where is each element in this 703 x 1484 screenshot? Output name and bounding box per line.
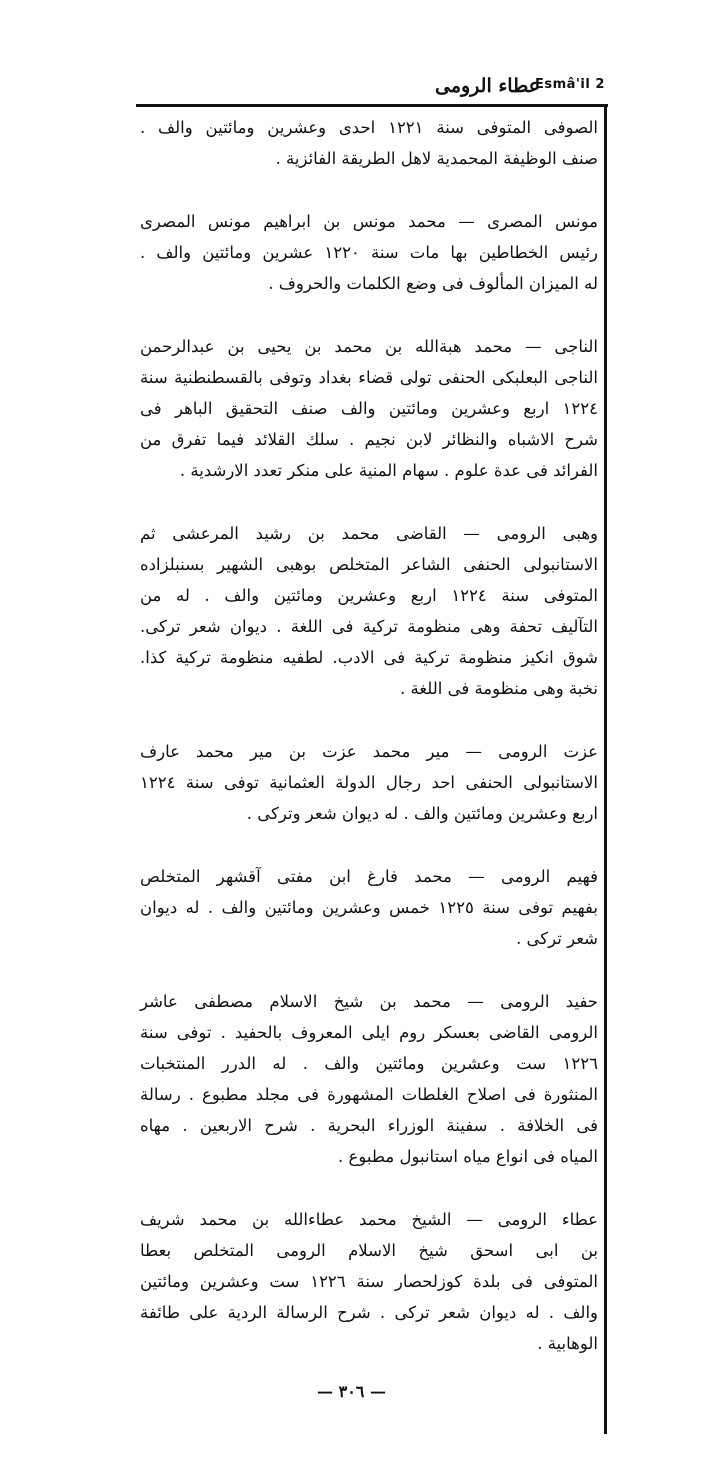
entry-line: بن ابى اسحق شيخ الاسلام الرومى المتخلص بعطا (140, 1241, 598, 1260)
entry-gap (140, 704, 598, 736)
entry-line: الصوفى المتوفى سنة ١٢٢١ احدى وعشرين ومائتين والف . (140, 118, 598, 137)
entry-line: التآليف تحفة وهى منظومة تركية فى اللغة . ديوان شعر تركى. (140, 617, 598, 636)
biography-entry (140, 736, 598, 829)
margin-rule (604, 104, 607, 1434)
entry-line: ١٢٢٤ اربع وعشرين ومائتين والف صنف التحقيق الباهر فى (140, 399, 598, 418)
catalog-code: Esmâ'il 2 (535, 77, 605, 92)
entry-line: شعر تركى . (516, 929, 598, 948)
biography-entry (140, 206, 598, 299)
text-body (140, 112, 598, 1359)
entry-line: المنثورة فى اصلاح الغلطات المشهورة فى مجلد مطبوع . رسالة (140, 1085, 598, 1104)
entry-line: اربع وعشرين ومائتين والف . له ديوان شعر وتركى . (246, 804, 598, 823)
entry-line: مونس المصرى — محمد مونس بن ابراهيم مونس المصرى (140, 212, 598, 231)
entry-line: المياه فى انواع مياه استانبول مطبوع . (338, 1147, 598, 1166)
header-rule (136, 104, 608, 107)
entry-line: الناجى — محمد هبةالله بن محمد بن يحيى بن عبدالرحمن (140, 337, 598, 356)
entry-line: نخبة وهى منظومة فى اللغة . (399, 679, 598, 698)
entry-line: فهيم الرومى — محمد فارغ ابن مفتى آقشهر المتخلص (140, 867, 598, 886)
entry-gap (140, 174, 598, 206)
entry-line: رئيس الخطاطين بها مات سنة ١٢٢٠ عشرين ومائتين والف . (140, 243, 599, 262)
entry-gap (140, 486, 598, 518)
entry-line: الوهابية . (537, 1334, 598, 1353)
biography-entry (140, 112, 598, 174)
entry-line: شوق انكيز منظومة تركية فى الادب. لطفيه منظومة تركية كذا. (140, 648, 598, 667)
biography-entry (140, 331, 598, 486)
entry-line: الناجى البعلبكى الحنفى تولى قضاء بغداد وتوفى بالقسطنطنية سنة (140, 368, 598, 387)
entry-line: الرومى القاضى بعسكر روم ايلى المعروف بالحفيد . توفى سنة (140, 1023, 598, 1042)
biography-entry (140, 861, 598, 954)
entry-line: صنف الوظيفة المحمدية لاهل الطريقة الفائزية . (275, 149, 598, 168)
entry-gap (140, 299, 598, 331)
entry-line: عطاء الرومى — الشيخ محمد عطاءالله بن محمد شريف (140, 1210, 598, 1229)
entry-line: له الميزان المألوف فى وضع الكلمات والحروف . (268, 274, 598, 293)
entry-line: بفهيم توفى سنة ١٢٢٥ خمس وعشرين ومائتين والف . له ديوان (140, 898, 598, 917)
entry-line: فى الخلافة . سفينة الوزراء البحرية . شرح الاربعين . مهاه (140, 1116, 598, 1135)
entry-line: الفرائد فى عدة علوم . سهام المنية على منكر تعدد الارشدية . (179, 461, 598, 480)
entry-line: حفيد الرومى — محمد بن شيخ الاسلام مصطفى عاشر (140, 992, 598, 1011)
entry-line: عزت الرومى — مير محمد عزت بن مير محمد عارف (140, 742, 598, 761)
running-title: عطاء الرومى (434, 75, 540, 97)
entry-line: المتوفى فى بلدة كوزلحصار سنة ١٢٢٦ ست وعشرين ومائتين (140, 1272, 598, 1291)
biography-entry (140, 1204, 598, 1359)
entry-line: الاستانبولى الحنفى الشاعر المتخلص بوهبى الشهير بسنبلزاده (140, 555, 598, 574)
entry-line: ١٢٢٦ ست وعشرين ومائتين والف . له الدرر المنتخبات (140, 1054, 598, 1073)
biography-entry (140, 518, 598, 704)
entry-line: الاستانبولى الحنفى احد رجال الدولة العثمانية توفى سنة ١٢٢٤ (140, 773, 598, 792)
biography-entry (140, 986, 598, 1172)
entry-line: شرح الاشباه والنظائر لابن نجيم . سلك القلائد فيما تفرق من (140, 430, 598, 449)
entry-gap (140, 954, 598, 986)
entry-line: وهبى الرومى — القاضى محمد بن رشيد المرعشى ثم (140, 524, 598, 543)
entry-gap (140, 829, 598, 861)
entry-line: المتوفى سنة ١٢٢٤ اربع وعشرين ومائتين والف . له من (140, 586, 598, 605)
entry-gap (140, 1172, 598, 1204)
page-number: — ٣٠٦ — (317, 1382, 386, 1401)
entry-line: والف . له ديوان شعر تركى . شرح الرسالة الردية على طائفة (140, 1303, 598, 1322)
